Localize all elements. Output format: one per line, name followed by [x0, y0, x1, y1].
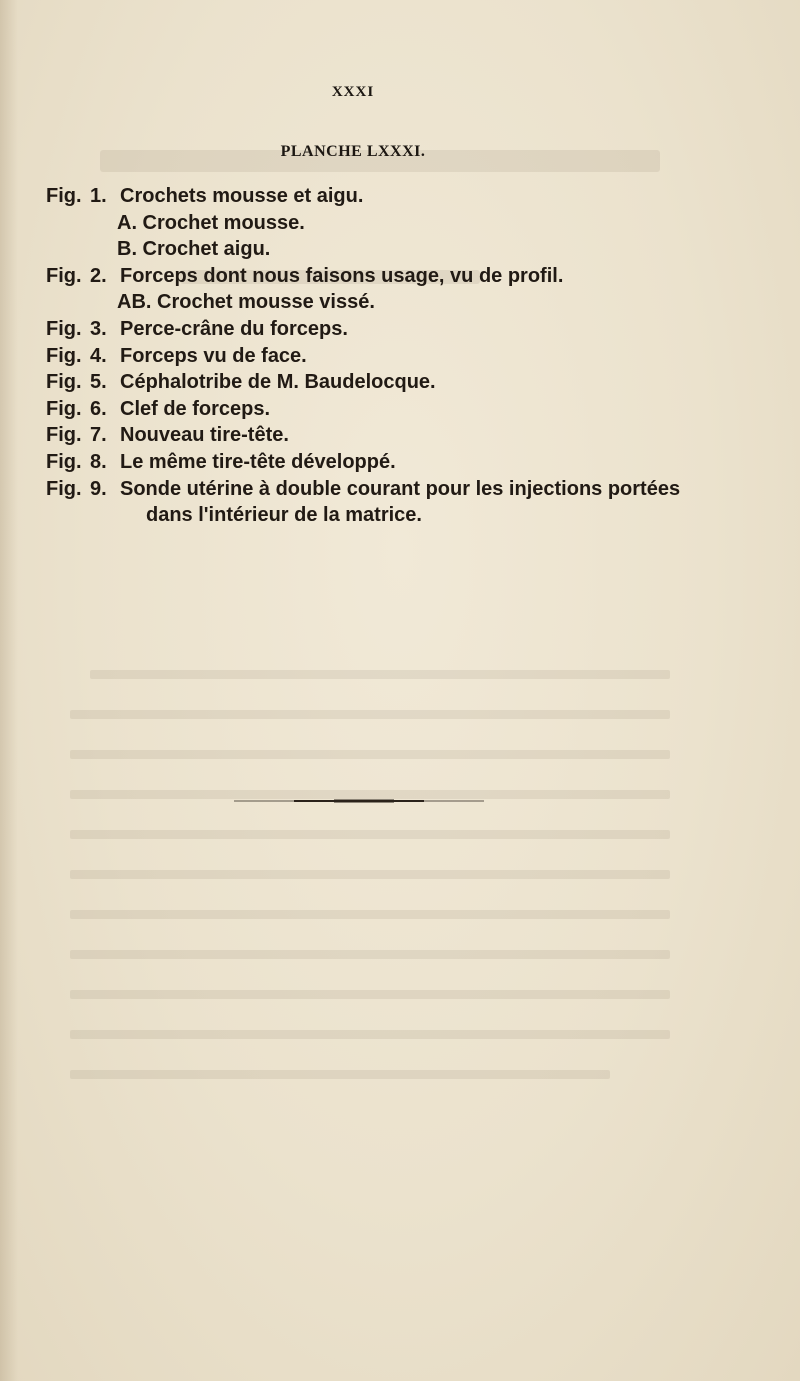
- figure-number: 6.: [90, 397, 107, 420]
- figure-label: Fig.: [46, 185, 82, 207]
- figure-number: 3.: [90, 317, 107, 340]
- figure-sub-entry: [46, 289, 726, 316]
- spine-shadow: [0, 0, 18, 1381]
- figure-caption: Forceps dont nous faisons usage, vu de profil.: [120, 264, 564, 287]
- figure-caption: Forceps vu de face.: [120, 344, 307, 367]
- figure-label: Fig.: [46, 477, 82, 500]
- figure-label: Fig.: [46, 317, 82, 340]
- figure-sub-entry: [46, 210, 726, 237]
- plate-title: PLANCHE LXXXI.: [280, 143, 426, 160]
- page-number: XXXI: [331, 84, 375, 100]
- figure-sub-entry: [46, 236, 726, 263]
- figure-entry: [46, 183, 726, 210]
- figure-number: 2.: [90, 264, 107, 287]
- figure-caption: Perce-crâne du forceps.: [120, 317, 348, 340]
- figure-list: [46, 183, 726, 529]
- figure-caption: Céphalotribe de M. Baudelocque.: [120, 371, 436, 394]
- figure-entry: [46, 396, 726, 423]
- figure-label: Fig.: [46, 264, 82, 287]
- figure-sub-caption: A. Crochet mousse.: [117, 211, 305, 234]
- figure-entry-continuation: [46, 502, 726, 529]
- figure-label: Fig.: [46, 344, 82, 367]
- figure-caption-continuation: dans l'intérieur de la matrice.: [146, 504, 422, 527]
- figure-entry: [46, 449, 726, 476]
- figure-number: 8.: [90, 450, 107, 473]
- figure-entry: [46, 263, 726, 290]
- figure-number: 7.: [90, 424, 107, 447]
- figure-label: Fig.: [46, 424, 82, 447]
- figure-entry: [46, 343, 726, 370]
- figure-label: Fig.: [46, 371, 82, 394]
- figure-caption: Le même tire-tête développé.: [120, 450, 396, 473]
- figure-caption: Crochets mousse et aigu.: [120, 185, 364, 207]
- figure-caption: Nouveau tire-tête.: [120, 424, 289, 447]
- figure-entry: [46, 476, 726, 503]
- figure-sub-caption: AB. Crochet mousse vissé.: [117, 291, 375, 314]
- figure-caption: Clef de forceps.: [120, 397, 271, 420]
- figure-number: 9.: [90, 477, 107, 500]
- figure-caption: Sonde utérine à double courant pour les injections portées: [120, 477, 681, 500]
- figure-entry: [46, 316, 726, 343]
- figure-number: 4.: [90, 344, 107, 367]
- figure-number: 1.: [90, 185, 107, 207]
- section-divider: [234, 799, 484, 801]
- figure-label: Fig.: [46, 450, 82, 473]
- figure-number: 5.: [90, 371, 107, 394]
- figure-label: Fig.: [46, 397, 82, 420]
- figure-sub-caption: B. Crochet aigu.: [117, 238, 271, 261]
- figure-entry: [46, 422, 726, 449]
- figure-entry: [46, 369, 726, 396]
